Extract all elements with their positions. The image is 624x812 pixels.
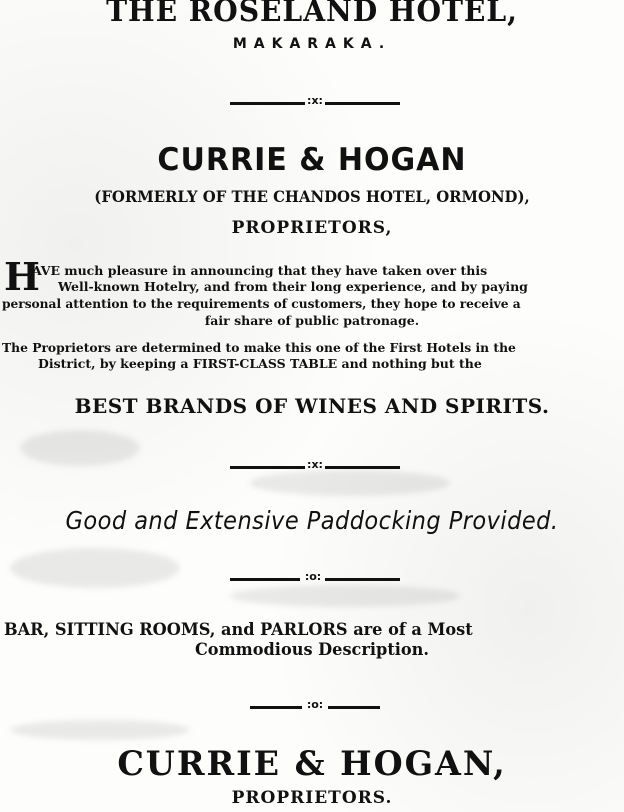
- formerly-line: (FORMERLY OF THE CHANDOS HOTEL, ORMOND),: [94, 187, 530, 206]
- announcement-line-2: Well-known Hotelry, and from their long experience, and by paying: [58, 279, 528, 294]
- hotel-name-heading: THE ROSELAND HOTEL,: [106, 0, 518, 29]
- proprietor-names-heading: CURRIE & HOGAN: [157, 142, 467, 178]
- divider-ornament: :x:: [307, 458, 323, 471]
- rooms-line-2: Commodious Description.: [194, 640, 430, 660]
- divider-ornament: :o:: [304, 570, 322, 583]
- divider-ornament: :x:: [307, 94, 323, 107]
- determination-line-2: District, by keeping a FIRST-CLASS TABLE and nothing but the: [38, 356, 482, 371]
- announcement-line-4: fair share of public patronage.: [204, 313, 420, 328]
- divider-ornament: :o:: [306, 698, 324, 711]
- proprietor-names-footer: CURRIE & HOGAN,: [117, 744, 507, 784]
- proprietors-footer-label: PROPRIETORS.: [231, 788, 393, 808]
- ink-smudge: [230, 585, 460, 607]
- paddocking-line: Good and Extensive Paddocking Provided.: [65, 506, 559, 535]
- announcement-line-3: personal attention to the requirements of customers, they hope to receive a: [2, 297, 521, 311]
- proprietors-label: PROPRIETORS,: [231, 218, 393, 238]
- drop-cap: H: [4, 254, 40, 299]
- ink-smudge: [10, 720, 190, 740]
- rooms-line-1: BAR, SITTING ROOMS, and PARLORS are of a Most: [4, 620, 473, 640]
- determination-line-1: The Proprietors are determined to make this one of the First Hotels in the: [2, 340, 516, 355]
- location-line: MAKARAKA.: [232, 36, 392, 52]
- announcement-line-1: AVE much pleasure in announcing that they have taken over this: [32, 263, 488, 278]
- ink-smudge: [250, 470, 450, 496]
- brands-heading: BEST BRANDS OF WINES AND SPIRITS.: [74, 394, 550, 418]
- ink-smudge: [20, 430, 140, 466]
- ink-smudge: [10, 548, 180, 588]
